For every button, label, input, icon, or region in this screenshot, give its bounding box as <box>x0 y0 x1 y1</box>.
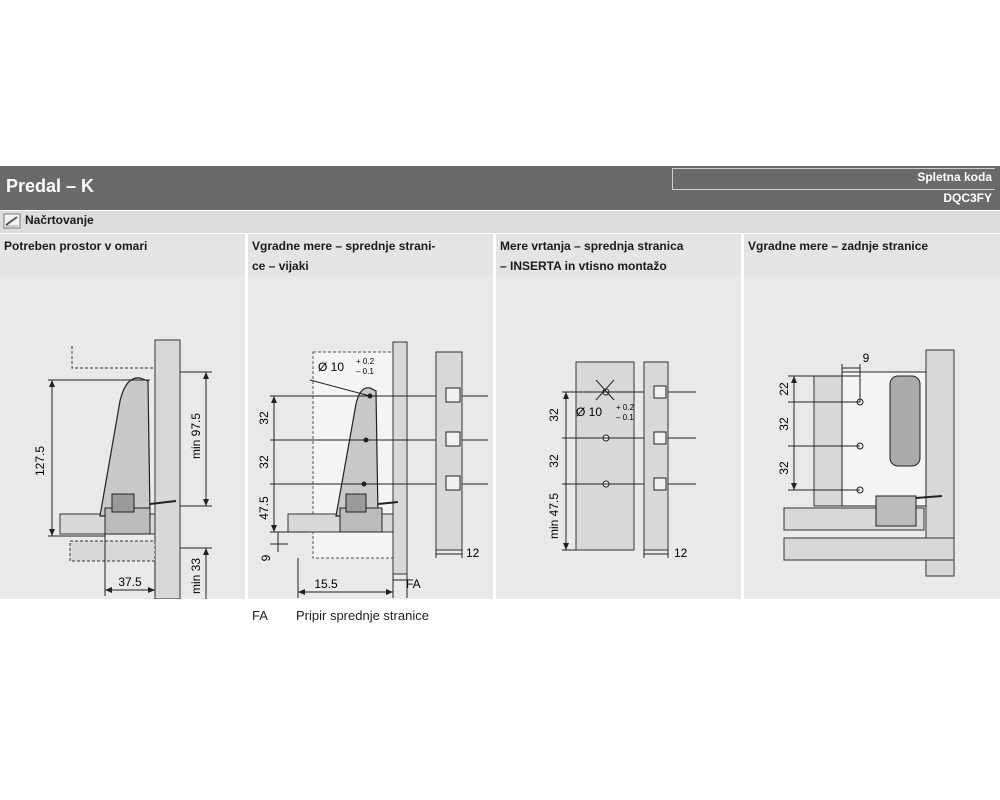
footnote-code: FA <box>252 608 268 623</box>
section-bar <box>0 210 1000 233</box>
dim-base: min 47.5 <box>547 492 561 540</box>
dim-gap2: 32 <box>257 455 271 469</box>
dim-base: 47.5 <box>257 496 271 520</box>
web-code-value[interactable]: DQC3FY <box>943 191 992 205</box>
column-title: Vgradne mere – zadnje stranice <box>748 239 929 253</box>
column-title: Potreben prostor v omari <box>4 239 148 253</box>
diagram-front-drill <box>496 276 741 599</box>
dim-gap1: 32 <box>777 417 791 431</box>
pencil-ruler-icon <box>3 213 21 229</box>
label-tol-plus: + 0.2 <box>356 357 375 366</box>
label-tol-minus: – 0.1 <box>356 367 374 376</box>
dim-height: 127.5 <box>33 445 47 477</box>
label-tol-plus: + 0.2 <box>616 403 635 412</box>
column-title: Mere vrtanja – sprednja stranica – INSERTA in vtisno montažo <box>500 239 684 273</box>
label-tol-minus: – 0.1 <box>616 413 634 422</box>
footnote-text: Pripir sprednje stranice <box>296 608 429 623</box>
diagram-front-screws <box>248 276 493 599</box>
label-diameter: Ø 10 <box>318 360 345 374</box>
column-header-back <box>744 234 1000 276</box>
dim-thickness: 12 <box>466 546 480 560</box>
page-title: Predal – K <box>6 176 95 196</box>
dim-offset: 9 <box>259 554 273 562</box>
column-header-space <box>0 234 245 276</box>
diagram-back <box>744 276 1000 599</box>
dim-min-bottom: min 33 <box>189 557 203 595</box>
dim-top: 22 <box>777 382 791 396</box>
dim-depth: 37.5 <box>118 575 142 589</box>
dim-width: 9 <box>862 351 870 365</box>
column-title: Vgradne mere – sprednje strani- ce – vijaki <box>252 239 436 273</box>
dim-thickness: 12 <box>674 546 688 560</box>
web-code-label: Spletna koda <box>917 170 992 184</box>
column-header-front-drill <box>496 234 741 276</box>
dim-gap2: 32 <box>777 461 791 475</box>
label-diameter: Ø 10 <box>576 405 603 419</box>
column-header-front-screws <box>248 234 493 276</box>
dim-fa: FA <box>406 577 421 591</box>
dim-gap1: 32 <box>547 408 561 422</box>
dim-min-top: min 97.5 <box>189 412 203 460</box>
diagram-space <box>0 276 245 599</box>
section-label: Načrtovanje <box>25 213 94 227</box>
dim-gap2: 32 <box>547 454 561 468</box>
dim-setback: 15.5 <box>314 577 338 591</box>
dim-gap1: 32 <box>257 411 271 425</box>
